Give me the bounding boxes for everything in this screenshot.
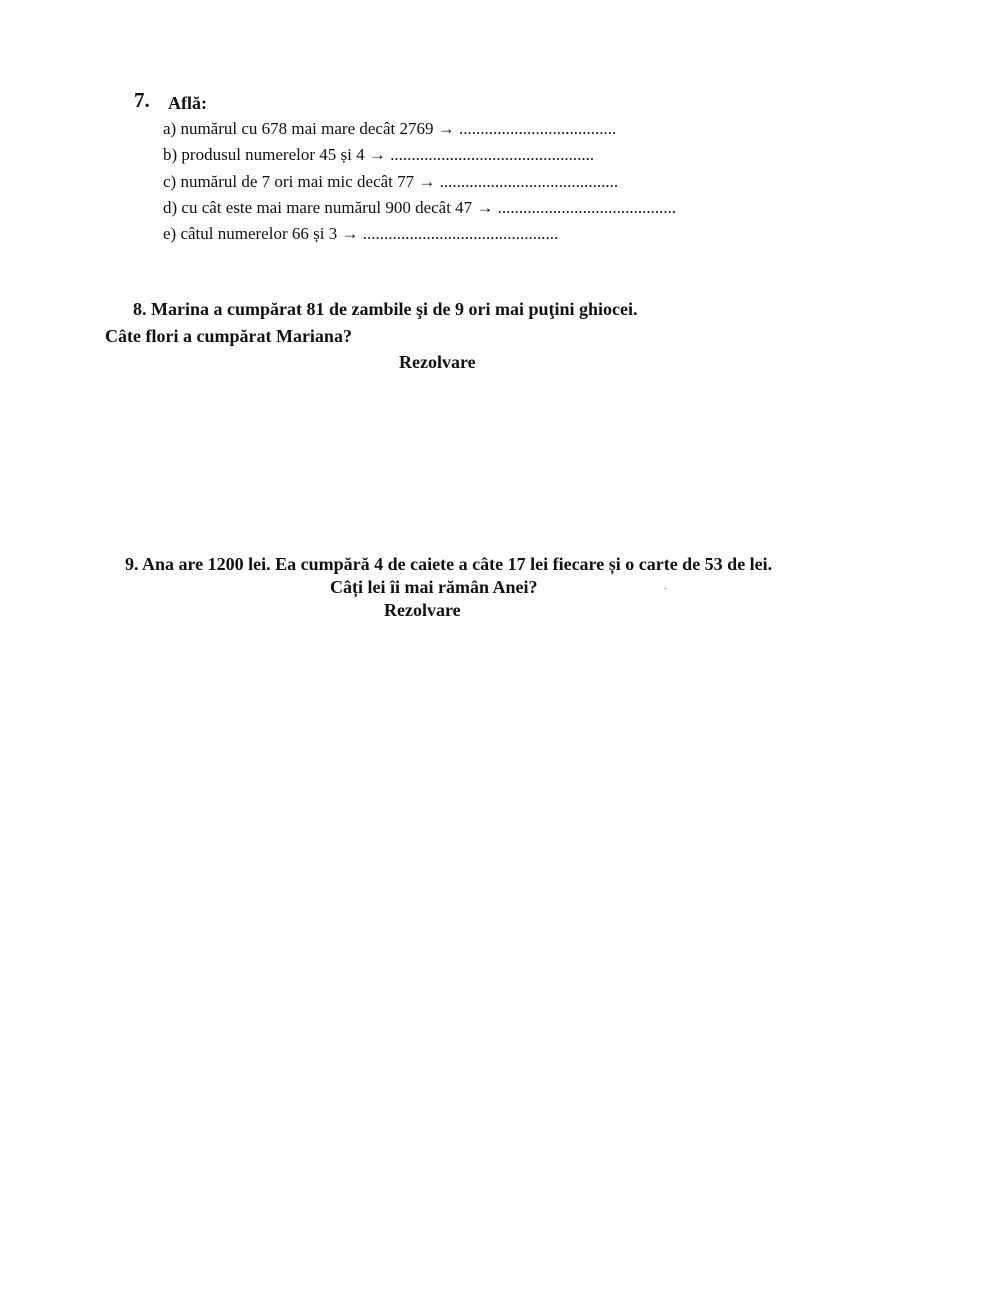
exercise-9-problem-line-1: 9. Ana are 1200 lei. Ea cumpără 4 de caiete a câte 17 lei fiecare și o carte de 53 de lei. [125, 554, 773, 574]
exercise-8-problem-line-1: 8. Marina a cumpărat 81 de zambile şi de 9 ori mai puţini ghiocei. [133, 299, 638, 319]
exercise-7-item-b: b) produsul numerelor 45 și 4 → ................................................ [163, 145, 595, 164]
exercise-7-item-c: c) numărul de 7 ori mai mic decât 77 → .......................................... [163, 172, 619, 191]
exercise-7-item-d: d) cu cât este mai mare numărul 900 decât 47 → .......................................... [163, 198, 677, 217]
stray-dot-mark: . [664, 581, 667, 592]
exercise-8-solution-label: Rezolvare [399, 352, 476, 372]
exercise-7-number: 7. [134, 88, 150, 112]
exercise-7-item-a: a) numărul cu 678 mai mare decât 2769 → ..................................... [163, 119, 617, 138]
exercise-7-title: Află: [168, 93, 207, 113]
exercise-9-problem-line-2: Câți lei îi mai rămân Anei? [330, 577, 538, 597]
exercise-7-item-e: e) câtul numerelor 66 și 3 → .............................................. [163, 224, 559, 243]
exercise-9-solution-label: Rezolvare [384, 600, 461, 620]
exercise-8-problem-line-2: Câte flori a cumpărat Mariana? [105, 326, 352, 346]
